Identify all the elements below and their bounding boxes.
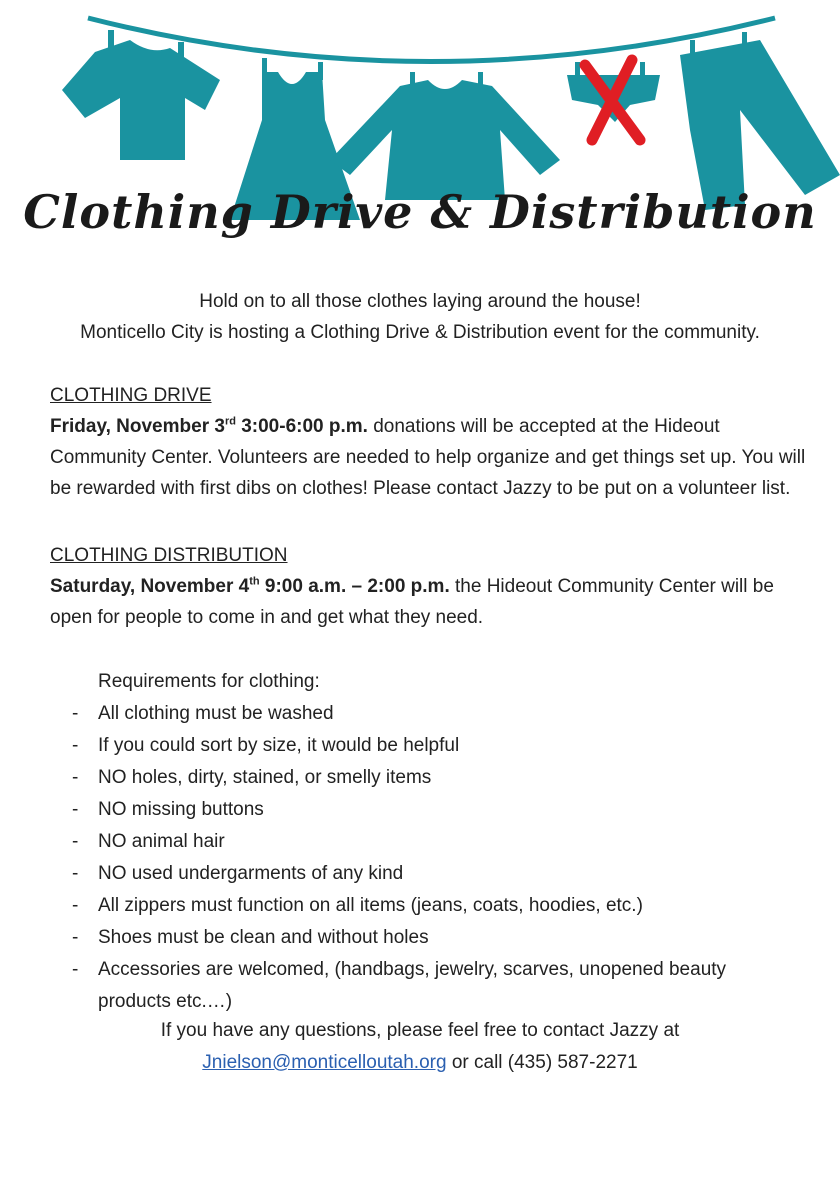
- requirements-title: Requirements for clothing:: [98, 671, 320, 692]
- tshirt-icon: [62, 30, 220, 160]
- requirements-section: [0, 666, 840, 1018]
- list-item: - Accessories are welcomed, (handbags, jewelry, scarves, unopened beauty products etc.…): [0, 954, 840, 1018]
- clothesline: [88, 18, 775, 62]
- intro: [0, 286, 840, 348]
- clothing-distribution-section: [50, 540, 810, 633]
- contact-info: [0, 1015, 840, 1079]
- list-item: - NO holes, dirty, stained, or smelly items: [0, 762, 840, 794]
- clothing-drive-heading: CLOTHING DRIVE: [50, 385, 212, 406]
- list-item: - NO missing buttons: [0, 794, 840, 826]
- list-item: - NO animal hair: [0, 826, 840, 858]
- intro-line-1: Hold on to all those clothes laying around the house!: [199, 291, 641, 312]
- pants-icon: [680, 32, 840, 210]
- list-item: - If you could sort by size, it would be helpful: [0, 730, 840, 762]
- contact-line-2: [0, 1047, 840, 1079]
- intro-line-2: Monticello City is hosting a Clothing Drive & Distribution event for the community.: [80, 322, 760, 343]
- list-item: - All clothing must be washed: [0, 698, 840, 730]
- clothing-drive-section: [50, 380, 810, 504]
- clothing-distribution-heading: CLOTHING DISTRIBUTION: [50, 545, 288, 566]
- distribution-body: the Hideout Community Center will be open for people to come in and get what they need.: [50, 576, 774, 628]
- list-item: - All zippers must function on all items (jeans, coats, hoodies, etc.): [0, 890, 840, 922]
- page-title: Clothing Drive & Distribution: [23, 185, 817, 239]
- list-item: - Shoes must be clean and without holes: [0, 922, 840, 954]
- sweater-icon: [330, 72, 560, 200]
- email-link[interactable]: Jnielson@monticelloutah.org: [202, 1052, 447, 1073]
- list-item: - NO used undergarments of any kind: [0, 858, 840, 890]
- drive-date: Friday, November 3rd 3:00-6:00 p.m.: [50, 415, 368, 437]
- distribution-date: Saturday, November 4th 9:00 a.m. – 2:00 p.m.: [50, 575, 450, 597]
- contact-line: If you have any questions, please feel free to contact Jazzy at: [160, 1020, 680, 1041]
- phone-text: or call (435) 587-2271: [446, 1052, 638, 1073]
- drive-body: donations will be accepted at the Hideout Community Center. Volunteers are needed to help organize and get things set up. You will be rewarded with first dibs on clothes! Please contact Jazzy to be put on a volunteer list.: [50, 416, 806, 499]
- requirements-list: [0, 698, 840, 1018]
